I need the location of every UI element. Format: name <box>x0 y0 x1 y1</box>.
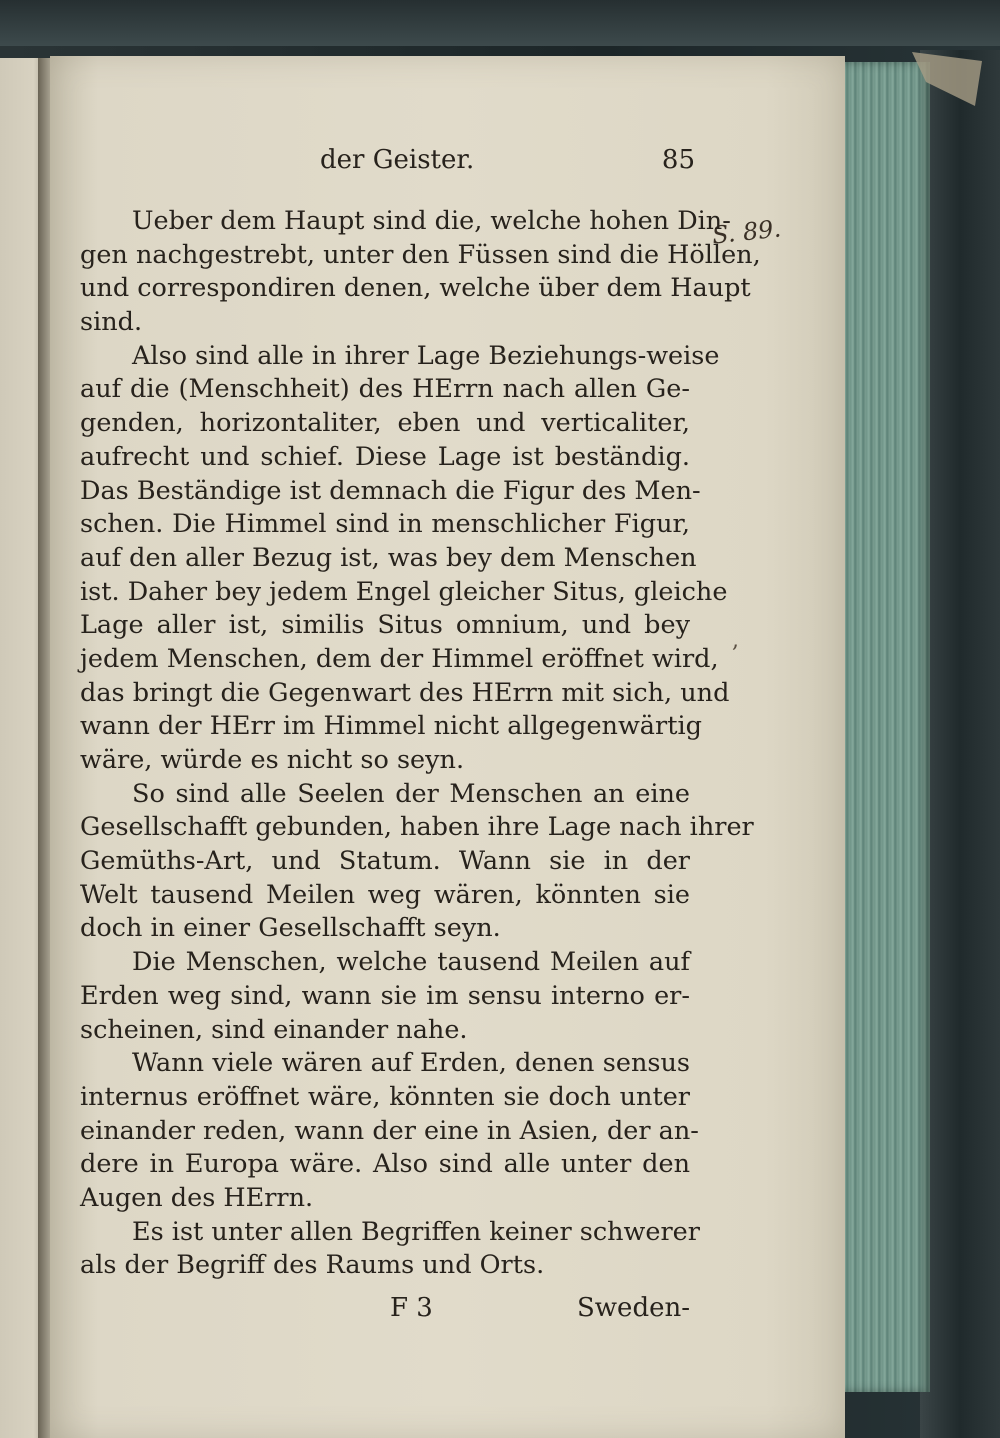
text-line: ist. Daher bey jedem Engel gleicher Situs, gleiche <box>80 576 728 607</box>
text-line: Wann viele wären auf Erden, denen sensus <box>132 1048 690 1079</box>
text-line: Ueber dem Haupt sind die, welche hohen Din- <box>132 206 731 236</box>
running-header <box>320 145 695 185</box>
text-line: wäre, würde es nicht so seyn. <box>80 745 465 775</box>
text-line: sind. <box>80 307 143 338</box>
text-line: jedem Menschen, dem der Himmel eröffnet wird, <box>80 643 719 674</box>
text-line: aufrecht und schief. Diese Lage ist beständig. <box>80 441 690 472</box>
text-line: internus eröffnet wäre, könnten sie doch unter <box>80 1081 690 1112</box>
text-line: Das Beständige ist demnach die Figur des Men- <box>80 475 701 506</box>
text-line: gen nachgestrebt, unter den Füssen sind die Höllen, <box>80 239 761 270</box>
text-line: auf den aller Bezug ist, was bey dem Menschen <box>80 542 697 573</box>
text-line: Also sind alle in ihrer Lage Beziehungs-weise <box>132 340 720 371</box>
handwritten-margin-note: S. 89. <box>710 214 783 250</box>
text-line: auf die (Menschheit) des HErrn nach allen Ge- <box>80 374 690 405</box>
text-line: doch in einer Gesellschafft seyn. <box>80 913 501 944</box>
running-title: der Geister. <box>320 145 475 175</box>
text-line: Augen des HErrn. <box>80 1182 314 1213</box>
book-cover-board <box>920 50 1000 1438</box>
text-line: Lage aller ist, similis Situs omnium, und bey <box>80 610 690 641</box>
text-line: scheinen, sind einander nahe. <box>80 1014 468 1045</box>
text-line: einander reden, wann der eine in Asien, der an- <box>80 1115 699 1146</box>
text-line: Gemüths-Art, und Statum. Wann sie in der <box>80 846 690 877</box>
text-line: das bringt die Gegenwart des HErrn mit sich, und <box>80 677 730 708</box>
text-line: dere in Europa wäre. Also sind alle unter den <box>80 1149 690 1180</box>
margin-mark: , <box>732 628 739 653</box>
page-number: 85 <box>661 145 695 175</box>
text-line: und correspondiren denen, welche über dem Haupt <box>80 273 751 304</box>
book-cover-top <box>0 0 1000 46</box>
text-line: Gesellschafft gebunden, haben ihre Lage nach ihrer <box>80 812 754 843</box>
catchword: Sweden- <box>576 1293 690 1323</box>
text-line: Erden weg sind, wann sie im sensu interno er- <box>80 980 690 1011</box>
signature-mark: F 3 <box>390 1293 433 1323</box>
text-line: Welt tausend Meilen weg wären, könnten sie <box>80 879 690 910</box>
text-line: So sind alle Seelen der Menschen an eine <box>132 778 690 809</box>
text-line: genden, horizontaliter, eben und verticaliter, <box>80 408 690 439</box>
text-line: schen. Die Himmel sind in menschlicher Figur, <box>80 509 690 540</box>
text-line: als der Begriff des Raums und Orts. <box>80 1250 545 1281</box>
text-line: wann der HErr im Himmel nicht allgegenwärtig <box>80 711 702 742</box>
text-line: Die Menschen, welche tausend Meilen auf <box>132 947 690 978</box>
text-line: Es ist unter allen Begriffen keiner schwerer <box>132 1216 700 1247</box>
page-fore-edge <box>842 62 930 1392</box>
page-footer <box>80 1293 690 1333</box>
